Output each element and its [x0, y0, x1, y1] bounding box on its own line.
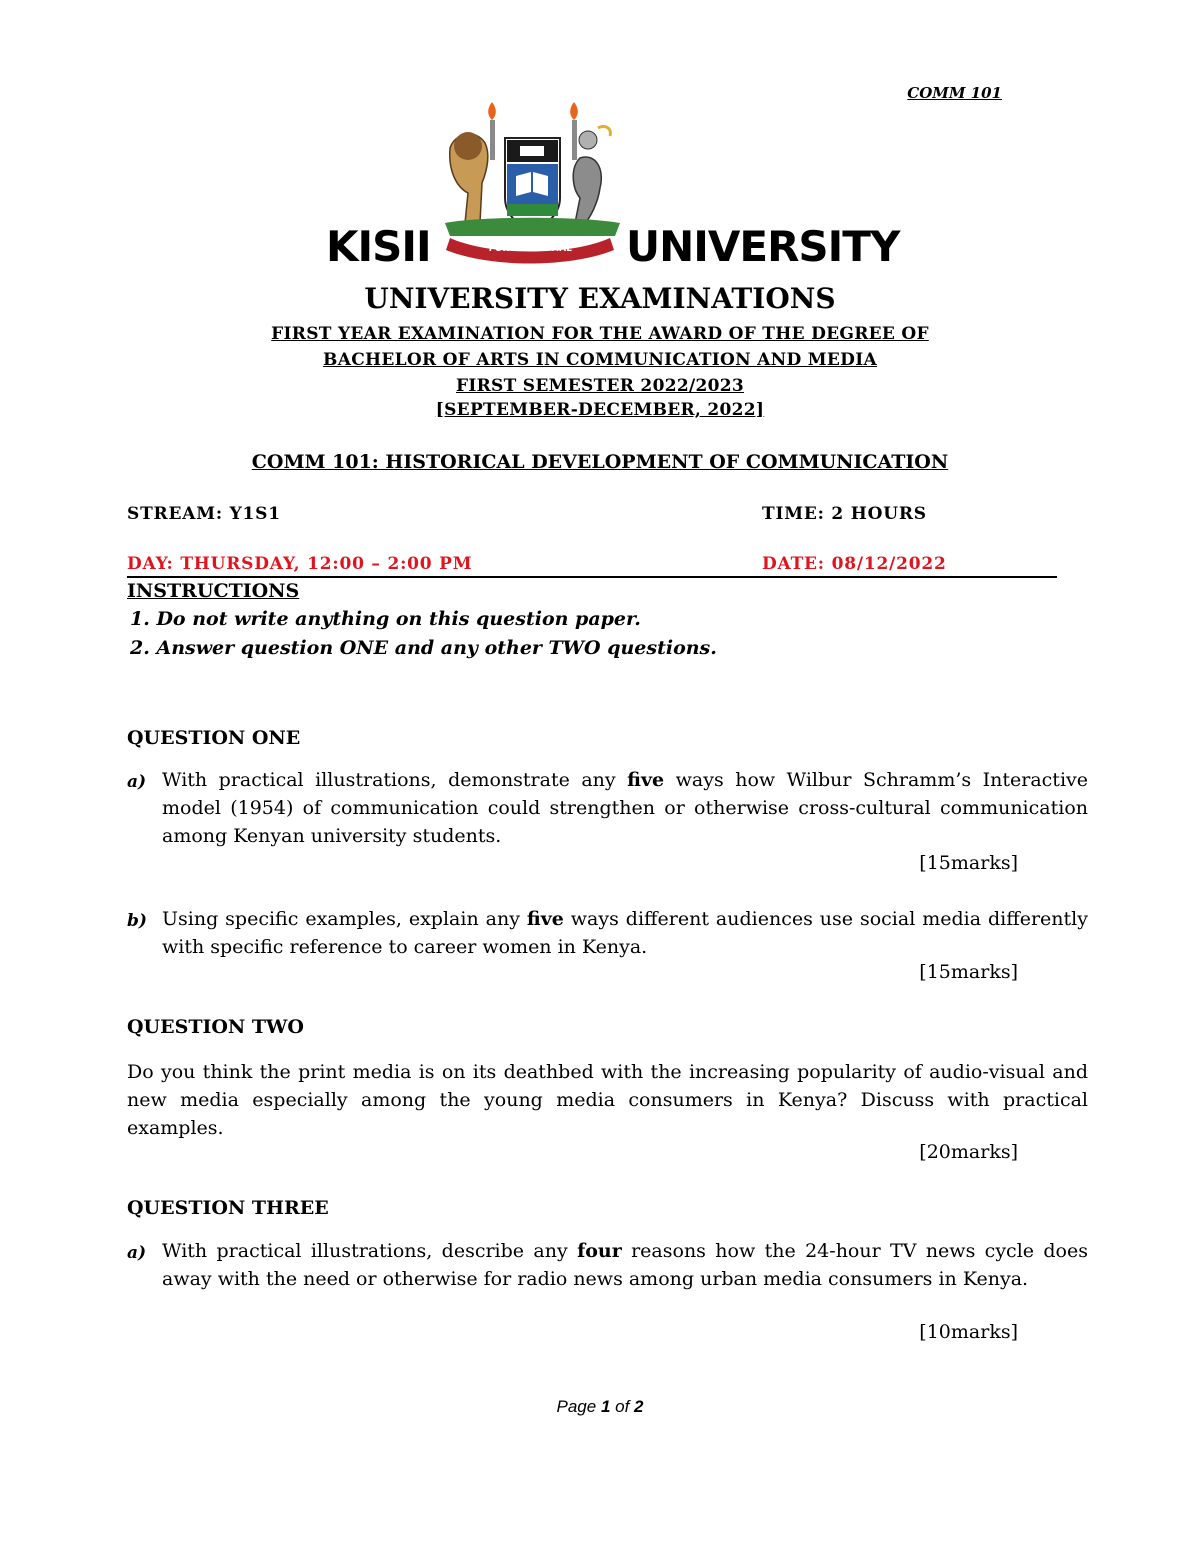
question-one-heading: QUESTION ONE	[127, 727, 301, 749]
question-part-label: b)	[127, 911, 147, 931]
exam-header-line: FIRST YEAR EXAMINATION FOR THE AWARD OF THE DEGREE OF	[271, 324, 929, 344]
instruction-item: 2. Answer question ONE and any other TWO questions.	[130, 637, 717, 659]
university-crest-icon	[430, 98, 630, 268]
exam-header-line: BACHELOR OF ARTS IN COMMUNICATION AND MEDIA	[323, 350, 877, 370]
university-name-right: UNIVERSITY	[626, 222, 900, 271]
question-two-text: Do you think the print media is on its deathbed with the increasing popularity of audio-visual and new media especially among the young media consumers in Kenya? Discuss with practical examples.	[127, 1061, 1088, 1139]
question-part-label: a)	[127, 772, 147, 792]
question-one-part-a: With practical illustrations, demonstrate any five ways how Wilbur Schramm’s Interactive model (1954) of communication could strengthen or otherwise cross-cultural communication among Kenyan university students.	[162, 769, 1088, 847]
day-label: DAY: THURSDAY, 12:00 – 2:00 PM	[127, 554, 473, 574]
exam-title: UNIVERSITY EXAMINATIONS	[364, 282, 836, 315]
question-three-part-a: With practical illustrations, describe any four reasons how the 24-hour TV news cycle does away with the need or otherwise for radio news among urban media consumers in Kenya.	[162, 1240, 1088, 1290]
instructions-heading: INSTRUCTIONS	[127, 580, 300, 602]
divider	[127, 576, 1057, 578]
marks-label: [10marks]	[919, 1321, 1018, 1343]
marks-label: [20marks]	[919, 1141, 1018, 1163]
question-one-part-b: Using specific examples, explain any five ways different audiences use social media differently with specific reference to career women in Kenya.	[162, 908, 1088, 958]
course-code-header: COMM 101	[907, 84, 1002, 102]
marks-label: [15marks]	[919, 852, 1018, 874]
date-label: DATE: 08/12/2022	[762, 554, 947, 574]
course-title: COMM 101: HISTORICAL DEVELOPMENT OF COMMUNICATION	[251, 451, 949, 473]
page-footer: Page 1 of 2	[556, 1397, 644, 1416]
question-part-label: a)	[127, 1243, 147, 1263]
question-three-heading: QUESTION THREE	[127, 1197, 329, 1219]
marks-label: [15marks]	[919, 961, 1018, 983]
university-name-left: KISII	[326, 222, 431, 271]
stream-label: STREAM: Y1S1	[127, 504, 281, 524]
crest-motto: FONS SCIENTIAE	[489, 244, 573, 254]
exam-header-line: [SEPTEMBER-DECEMBER, 2022]	[435, 400, 765, 420]
time-label: TIME: 2 HOURS	[762, 504, 927, 524]
instruction-item: 1. Do not write anything on this question paper.	[130, 608, 641, 630]
exam-header-line: FIRST SEMESTER 2022/2023	[456, 376, 744, 396]
question-two-heading: QUESTION TWO	[127, 1016, 304, 1038]
